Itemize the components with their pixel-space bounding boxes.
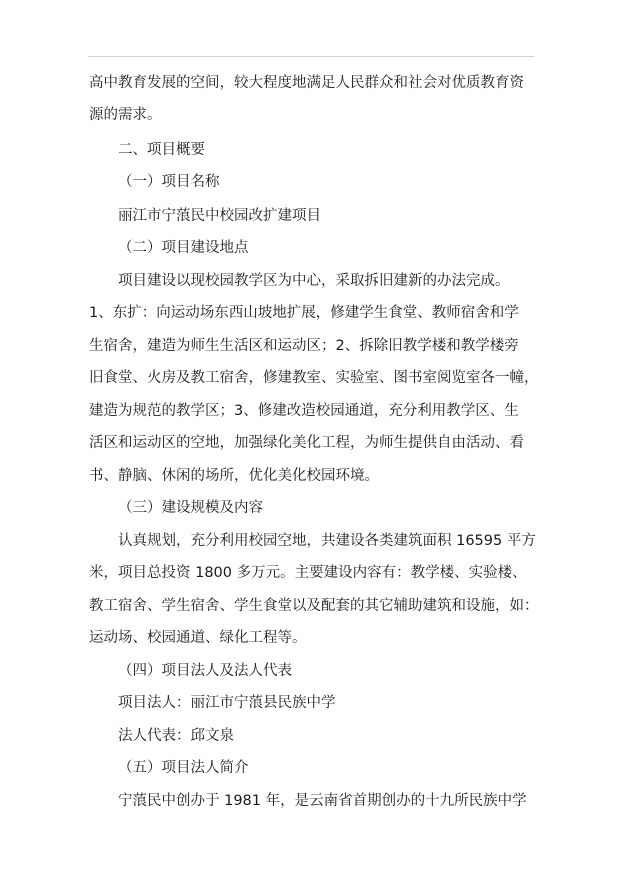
text-line: 高中教育发展的空间，较大程度地满足人民群众和社会对优质教育资 bbox=[89, 75, 524, 91]
subsection-heading: （一）项目名称 bbox=[118, 174, 220, 190]
subsection-heading: （二）项目建设地点 bbox=[118, 240, 249, 256]
text-line: 运动场、校园通道、绿化工程等。 bbox=[89, 630, 307, 646]
text-line: 丽江市宁蒗民中校园改扩建项目 bbox=[118, 208, 321, 224]
subsection-heading: （三）建设规模及内容 bbox=[118, 500, 263, 516]
section-heading: 二、项目概要 bbox=[118, 142, 205, 158]
text-line: 米，项目总投资 1800 多万元。主要建设内容有：教学楼、实验楼、 bbox=[89, 565, 527, 581]
text-line: 活区和运动区的空地，加强绿化美化工程，为师生提供自由活动、看 bbox=[89, 435, 524, 451]
subsection-heading: （四）项目法人及法人代表 bbox=[118, 663, 292, 679]
text-line: 法人代表：邱文泉 bbox=[118, 728, 234, 744]
text-line: 1、东扩：向运动场东西山坡地扩展，修建学生食堂、教师宿舍和学 bbox=[89, 305, 519, 321]
subsection-heading: （五）项目法人简介 bbox=[118, 760, 249, 776]
text-line: 项目法人：丽江市宁蒗县民族中学 bbox=[118, 695, 336, 711]
text-line: 项目建设以现校园教学区为中心，采取拆旧建新的办法完成。 bbox=[118, 273, 510, 289]
text-line: 认真规划，充分利用校园空地，共建设各类建筑面积 16595 平方 bbox=[118, 533, 536, 549]
header-divider bbox=[88, 56, 534, 57]
text-line: 旧食堂、火房及教工宿舍，修建教室、实验室、图书室阅览室各一幢， bbox=[89, 370, 539, 386]
text-line: 建造为规范的教学区；3、修建改造校园通道，充分利用教学区、生 bbox=[89, 403, 519, 419]
text-line: 源的需求。 bbox=[89, 107, 162, 123]
text-line: 书、静脑、休闲的场所，优化美化校园环境。 bbox=[89, 468, 379, 484]
text-line: 生宿舍，建造为师生生活区和运动区；2、拆除旧教学楼和教学楼旁 bbox=[89, 338, 519, 354]
text-line: 宁蒗民中创办于 1981 年，是云南省首期创办的十九所民族中学 bbox=[118, 793, 527, 809]
text-line: 教工宿舍、学生宿舍、学生食堂以及配套的其它辅助建筑和设施，如： bbox=[89, 598, 539, 614]
